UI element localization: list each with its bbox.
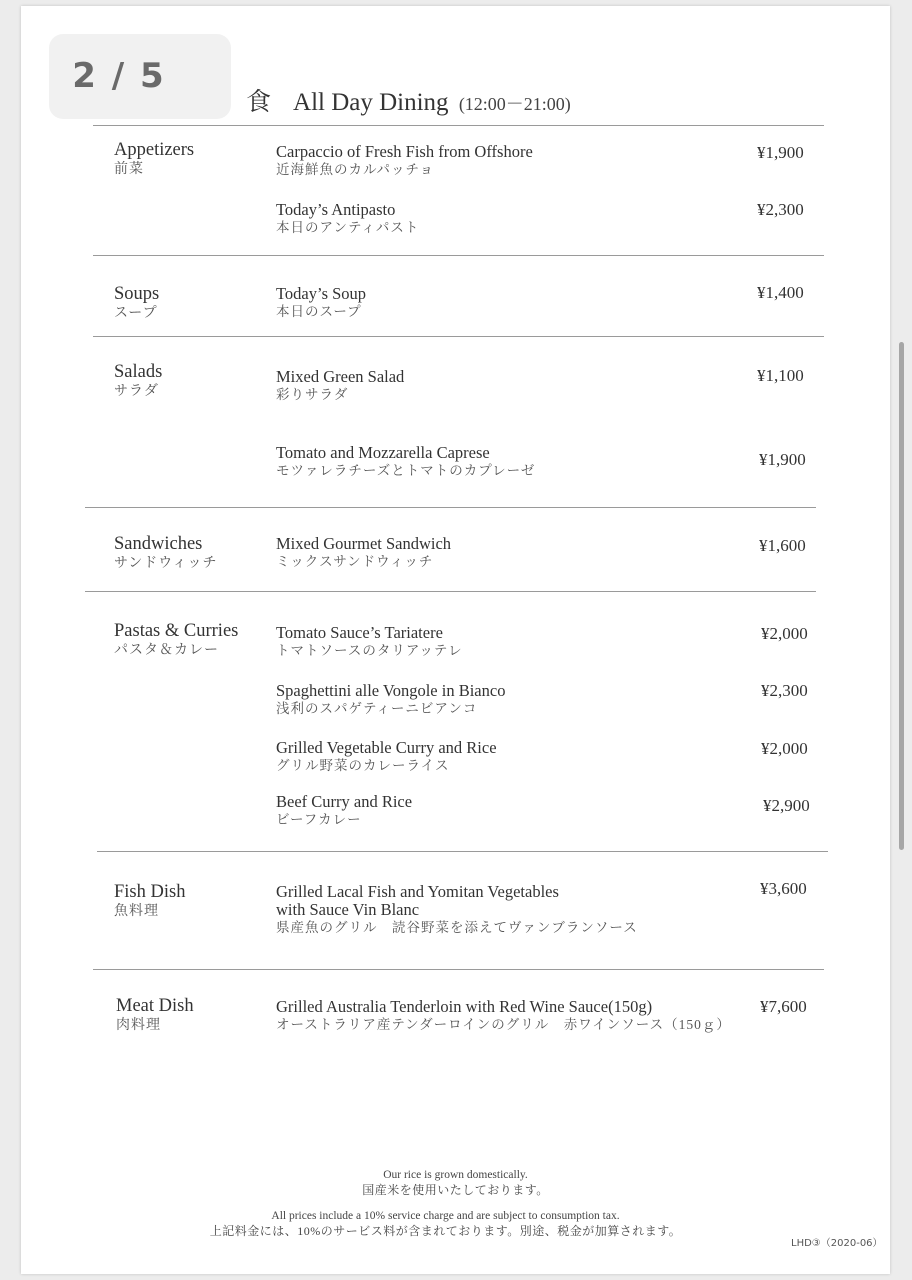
item-price: ¥2,300 [757,200,804,219]
price-note [11,1210,880,1239]
category-name-en: Soups [114,284,160,304]
menu-item-antipasto [276,201,419,237]
item-price: ¥2,900 [763,796,810,815]
item-name-en: Grilled Lacal Fish and Yomitan Vegetables [276,882,559,901]
item-price: ¥7,600 [760,997,807,1016]
menu-item-green-salad [276,368,404,404]
price-note-jp: 上記料金には、10%のサービス料が含まれております。別途、税金が加算されます。 [209,1224,682,1238]
menu-item-tenderloin [276,998,731,1034]
item-name-jp: ビーフカレー [276,812,362,827]
category-name-jp: 前菜 [114,162,144,177]
item-name-jp: モツァレラチーズとトマトのカプレーゼ [276,463,536,478]
item-name-jp: 浅利のスパゲティーニビアンコ [276,701,478,716]
category-name-jp: 肉料理 [116,1018,161,1033]
item-name-en: Grilled Australia Tenderloin with Red Wine Sauce(150g) [276,997,653,1016]
menu-item-carpaccio [276,143,533,179]
item-name-jp: トマトソースのタリアッテレ [276,643,463,658]
item-name-en: Grilled Vegetable Curry and Rice [276,738,497,757]
rice-note [21,1169,890,1198]
menu-item-vongole [276,682,505,718]
title-text: All Day Dining [293,89,449,116]
price-note-en: All prices include a 10% service charge and are subject to consumption tax. [271,1210,620,1222]
menu-title [246,82,571,118]
item-price: ¥1,100 [757,366,804,385]
item-name-jp: グリル野菜のカレーライス [276,758,450,773]
item-name-en: Carpaccio of Fresh Fish from Offshore [276,142,533,161]
item-name-jp: 県産魚のグリル 読谷野菜を添えてヴァンブランソース [276,920,638,935]
rice-note-jp: 国産米を使用いたしております。 [362,1183,549,1197]
menu-item-beef-curry [276,793,412,829]
item-name-jp: 近海鮮魚のカルパッチョ [276,162,435,177]
category-name-jp: 魚料理 [114,904,159,919]
category-fish-dish [114,883,185,921]
service-hours: (12:00－21:00) [458,94,571,114]
item-name-en: Today’s Antipasto [276,200,396,219]
divider [97,851,828,852]
item-price: ¥3,600 [760,879,807,898]
category-name-en: Salads [114,362,163,382]
menu-item-sandwich [276,535,451,571]
rice-note-en: Our rice is grown domestically. [383,1169,528,1181]
divider [85,507,816,508]
page-counter-text: 2 / 5 [72,55,166,96]
item-name-jp: ミックスサンドウィッチ [276,554,434,569]
item-price: ¥1,400 [757,283,804,302]
item-name-jp: 本日のアンティパスト [276,220,420,235]
item-price: ¥1,900 [757,143,804,162]
category-name-jp: サラダ [114,384,159,399]
page-counter [49,34,231,119]
menu-item-caprese [276,444,535,480]
item-name-en: Spaghettini alle Vongole in Bianco [276,681,506,700]
menu-item-vegetable-curry [276,739,497,775]
divider [93,969,824,970]
category-soups [114,285,159,323]
category-name-jp: サンドウィッチ [114,556,218,571]
menu-page [21,6,890,1274]
divider [93,336,824,337]
category-name-en: Appetizers [114,140,195,160]
item-price: ¥2,300 [761,681,808,700]
divider [93,125,824,126]
item-name-en: Mixed Gourmet Sandwich [276,534,452,553]
category-salads [114,363,162,401]
scrollbar[interactable] [899,342,904,850]
category-meat-dish [116,997,194,1035]
item-name-en: Tomato and Mozzarella Caprese [276,443,490,462]
category-name-en: Meat Dish [116,996,194,1016]
menu-item-soup [276,285,366,321]
category-name-en: Pastas & Curries [114,621,239,641]
item-price: ¥1,900 [759,450,806,469]
item-name-en: Beef Curry and Rice [276,792,413,811]
item-name-en: Tomato Sauce’s Tariatere [276,623,443,642]
category-name-jp: パスタ＆カレー [114,643,219,658]
item-price: ¥1,600 [759,536,806,555]
document-code: LHD③（2020-06） [791,1238,883,1249]
category-name-en: Fish Dish [114,882,186,902]
item-price: ¥2,000 [761,739,808,758]
category-name-jp: スープ [114,306,158,321]
item-name-jp: 本日のスープ [276,304,362,319]
menu-item-tariatere [276,624,463,660]
title-kanji: 食 [246,89,272,116]
item-name-jp: オーストラリア産テンダーロインのグリル 赤ワインソース（150ｇ） [276,1017,731,1032]
item-name-jp: 彩りサラダ [276,387,349,402]
item-price: ¥2,000 [761,624,808,643]
divider [93,255,824,256]
menu-item-grilled-fish [276,883,638,937]
item-name-en-line2: with Sauce Vin Blanc [276,900,420,919]
category-name-en: Sandwiches [114,534,203,554]
category-pastas-curries [114,622,238,660]
category-sandwiches [114,535,217,573]
divider [85,591,816,592]
item-name-en: Mixed Green Salad [276,367,405,386]
item-name-en: Today’s Soup [276,284,367,303]
category-appetizers [114,141,194,179]
